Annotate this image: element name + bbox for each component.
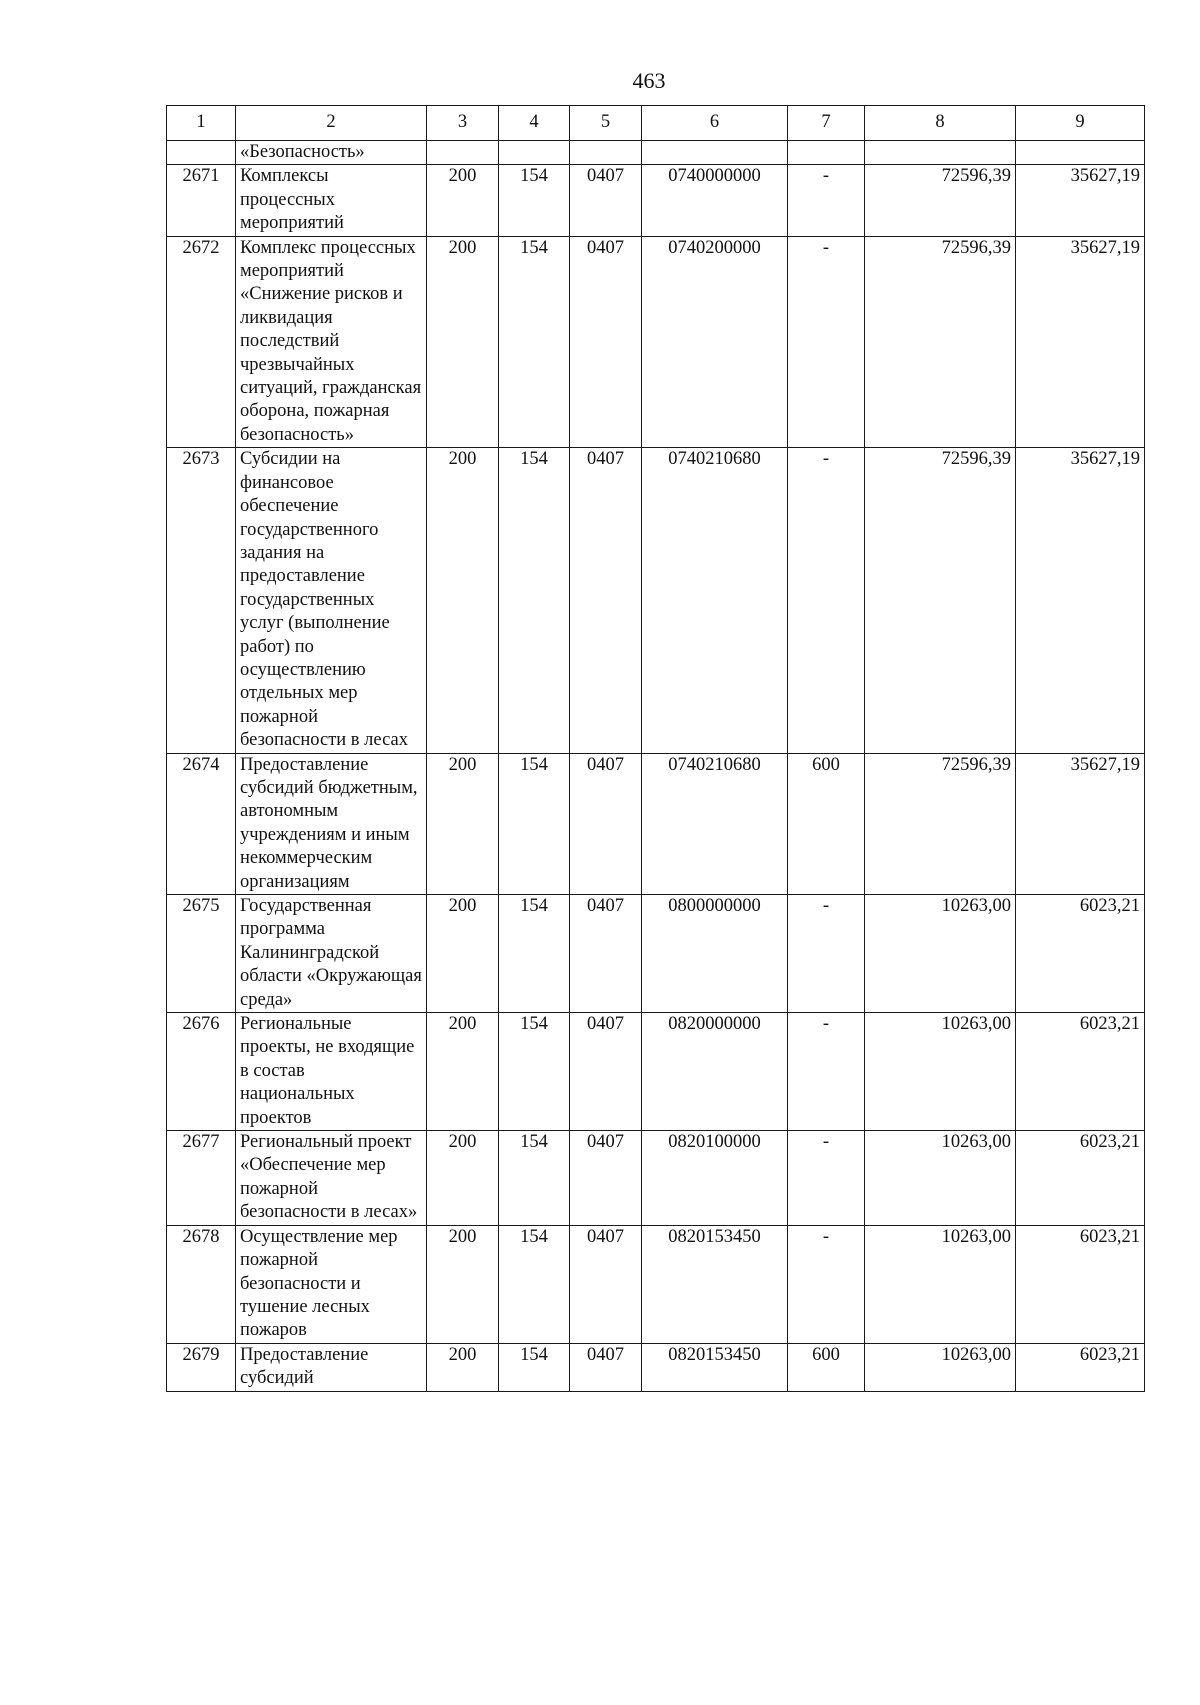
cell-code-5 [570, 141, 642, 165]
col-header-4: 4 [499, 106, 570, 141]
cell-code-3: 200 [427, 753, 499, 894]
cell-code-3: 200 [427, 1131, 499, 1226]
cell-item-name: Комплексы процессных мероприятий [236, 165, 427, 236]
cell-code-6: 0740200000 [642, 236, 788, 448]
header-row [167, 106, 1145, 141]
cell-amount-9: 6023,21 [1016, 1343, 1145, 1391]
cell-code-3: 200 [427, 165, 499, 236]
cell-code-4: 154 [499, 1013, 570, 1131]
cell-amount-9: 6023,21 [1016, 895, 1145, 1013]
cell-code-5: 0407 [570, 1013, 642, 1131]
cell-code-5: 0407 [570, 753, 642, 894]
cell-code-3 [427, 141, 499, 165]
cell-code-6: 0820100000 [642, 1131, 788, 1226]
cell-code-5: 0407 [570, 165, 642, 236]
cell-amount-8: 72596,39 [865, 236, 1016, 448]
cell-code-7: - [788, 1131, 865, 1226]
col-header-2: 2 [236, 106, 427, 141]
cell-code-3: 200 [427, 1225, 499, 1343]
cell-code-6 [642, 141, 788, 165]
table-row [167, 1131, 1145, 1226]
cell-code-6: 0800000000 [642, 895, 788, 1013]
cell-row-number: 2673 [167, 448, 236, 753]
cell-item-name: Государственная программа Калининградской области «Окружающая среда» [236, 895, 427, 1013]
cell-amount-8: 10263,00 [865, 1013, 1016, 1131]
cell-code-3: 200 [427, 1343, 499, 1391]
cell-code-5: 0407 [570, 1131, 642, 1226]
cell-code-5: 0407 [570, 1225, 642, 1343]
cell-code-7 [788, 141, 865, 165]
cell-amount-9: 6023,21 [1016, 1013, 1145, 1131]
cell-item-name: Комплекс процессных мероприятий «Снижение рисков и ликвидация последствий чрезвычайных ситуаций, гражданская оборона, пожарная безопасность» [236, 236, 427, 448]
cell-item-name: Предоставление субсидий [236, 1343, 427, 1391]
table-body [167, 141, 1145, 1392]
table-row [167, 1013, 1145, 1131]
cell-item-name: «Безопасность» [236, 141, 427, 165]
cell-code-3: 200 [427, 895, 499, 1013]
cell-code-4 [499, 141, 570, 165]
table-row [167, 895, 1145, 1013]
cell-code-5: 0407 [570, 448, 642, 753]
cell-code-7: 600 [788, 1343, 865, 1391]
cell-amount-8: 10263,00 [865, 1225, 1016, 1343]
cell-amount-9: 6023,21 [1016, 1131, 1145, 1226]
cell-amount-8: 10263,00 [865, 895, 1016, 1013]
cell-code-7: 600 [788, 753, 865, 894]
cell-code-4: 154 [499, 753, 570, 894]
cell-item-name: Региональный проект «Обеспечение мер пожарной безопасности в лесах» [236, 1131, 427, 1226]
cell-code-5: 0407 [570, 236, 642, 448]
cell-row-number: 2672 [167, 236, 236, 448]
cell-code-6: 0740000000 [642, 165, 788, 236]
budget-table [166, 105, 1145, 1392]
cell-code-6: 0820000000 [642, 1013, 788, 1131]
col-header-9: 9 [1016, 106, 1145, 141]
cell-code-4: 154 [499, 165, 570, 236]
col-header-6: 6 [642, 106, 788, 141]
cell-code-5: 0407 [570, 1343, 642, 1391]
table-row [167, 1343, 1145, 1391]
cell-code-3: 200 [427, 1013, 499, 1131]
cell-code-3: 200 [427, 236, 499, 448]
cell-amount-8: 72596,39 [865, 753, 1016, 894]
table-row [167, 448, 1145, 753]
col-header-5: 5 [570, 106, 642, 141]
cell-code-6: 0820153450 [642, 1225, 788, 1343]
cell-code-7: - [788, 165, 865, 236]
cell-amount-8: 72596,39 [865, 448, 1016, 753]
cell-row-number: 2678 [167, 1225, 236, 1343]
cell-code-6: 0740210680 [642, 448, 788, 753]
cell-amount-8: 10263,00 [865, 1343, 1016, 1391]
table-row [167, 165, 1145, 236]
cell-code-4: 154 [499, 236, 570, 448]
cell-amount-8: 10263,00 [865, 1131, 1016, 1226]
cell-amount-9: 6023,21 [1016, 1225, 1145, 1343]
cell-item-name: Субсидии на финансовое обеспечение государственного задания на предоставление государственных услуг (выполнение работ) по осуществлению отдельных мер пожарной безопасности в лесах [236, 448, 427, 753]
cell-amount-9: 35627,19 [1016, 448, 1145, 753]
cell-code-3: 200 [427, 448, 499, 753]
cell-amount-8: 72596,39 [865, 165, 1016, 236]
cell-row-number: 2677 [167, 1131, 236, 1226]
cell-code-4: 154 [499, 448, 570, 753]
cell-code-4: 154 [499, 895, 570, 1013]
cell-item-name: Осуществление мер пожарной безопасности и тушение лесных пожаров [236, 1225, 427, 1343]
cell-code-5: 0407 [570, 895, 642, 1013]
table-row [167, 1225, 1145, 1343]
cell-code-6: 0740210680 [642, 753, 788, 894]
cell-row-number [167, 141, 236, 165]
cell-row-number: 2679 [167, 1343, 236, 1391]
table-row [167, 753, 1145, 894]
col-header-1: 1 [167, 106, 236, 141]
table-row [167, 236, 1145, 448]
cell-item-name: Предоставление субсидий бюджетным, автономным учреждениям и иным некоммерческим организациям [236, 753, 427, 894]
cell-amount-9: 35627,19 [1016, 753, 1145, 894]
cell-code-7: - [788, 1013, 865, 1131]
cell-amount-9: 35627,19 [1016, 165, 1145, 236]
cell-row-number: 2674 [167, 753, 236, 894]
cell-code-6: 0820153450 [642, 1343, 788, 1391]
cell-amount-9: 35627,19 [1016, 236, 1145, 448]
cell-code-7: - [788, 1225, 865, 1343]
cell-code-7: - [788, 236, 865, 448]
cell-row-number: 2675 [167, 895, 236, 1013]
col-header-3: 3 [427, 106, 499, 141]
cell-item-name: Региональные проекты, не входящие в состав национальных проектов [236, 1013, 427, 1131]
cell-code-4: 154 [499, 1131, 570, 1226]
cell-code-7: - [788, 895, 865, 1013]
cell-code-4: 154 [499, 1343, 570, 1391]
col-header-8: 8 [865, 106, 1016, 141]
table-row [167, 141, 1145, 165]
page-number: 463 [632, 68, 666, 93]
cell-amount-9 [1016, 141, 1145, 165]
col-header-7: 7 [788, 106, 865, 141]
cell-code-4: 154 [499, 1225, 570, 1343]
cell-code-7: - [788, 448, 865, 753]
cell-row-number: 2676 [167, 1013, 236, 1131]
cell-amount-8 [865, 141, 1016, 165]
cell-row-number: 2671 [167, 165, 236, 236]
